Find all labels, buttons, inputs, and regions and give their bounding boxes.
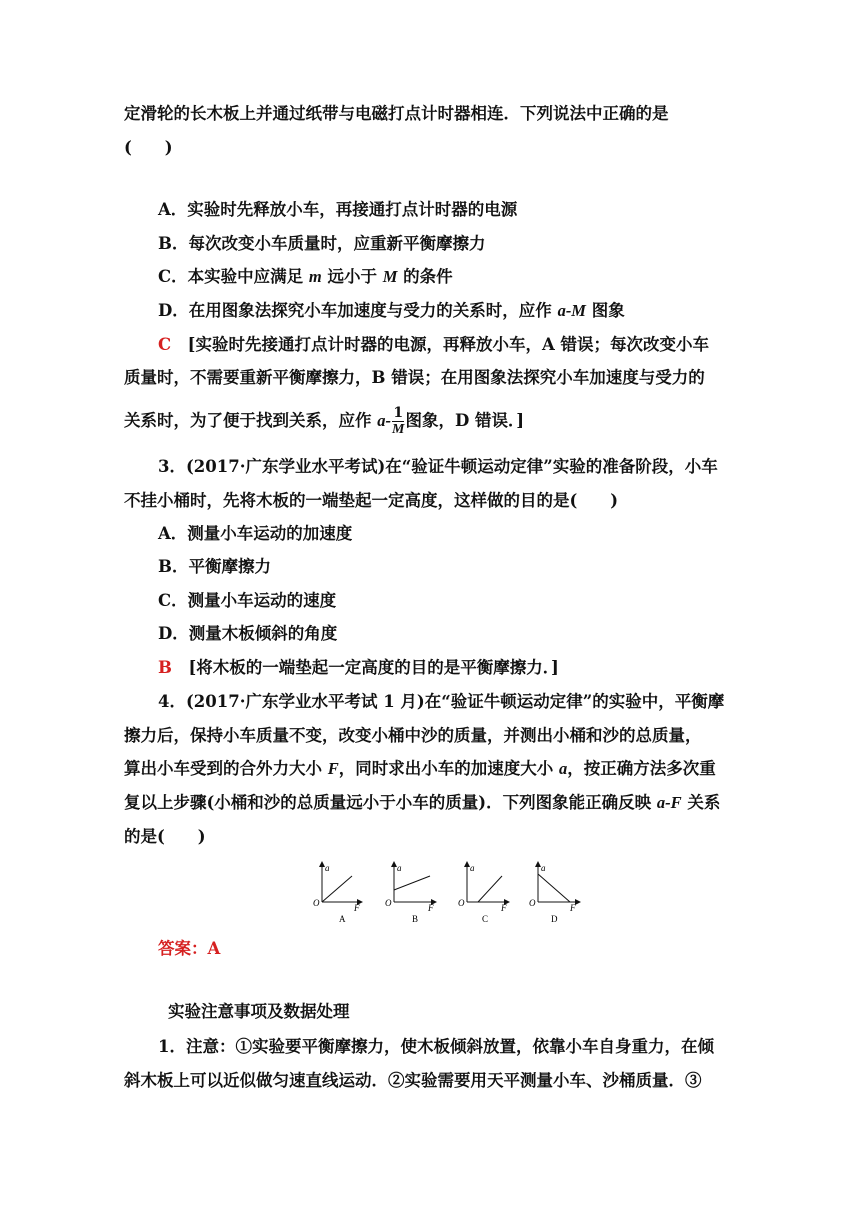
graph-c-axis-y: a <box>470 863 475 873</box>
graph-a <box>313 863 360 924</box>
fraction-1-over-m: $\frac{1}{M}$ <box>392 405 405 437</box>
q2-option-d: D．在用图象法探究小车加速度与受力的关系时，应作 a-M 图象 <box>158 301 625 320</box>
graph-c-label: C <box>482 914 489 924</box>
q2-option-c: C．本实验中应满足 m 远小于 M 的条件 <box>158 267 453 286</box>
graph-a-axis-x: F <box>354 903 360 913</box>
q2-explanation-line-1: C [实验时先接通打点计时器的电源，再释放小车，A 错误；每次改变小车 <box>158 335 709 354</box>
q3-explanation: B [将木板的一端垫起一定高度的目的是平衡摩擦力．] <box>158 658 559 677</box>
q3-option-d: D．测量木板倾斜的角度 <box>158 624 338 643</box>
q2-explanation-line-3: 关系时，为了便于找到关系，应作 a- $\frac{1}{M}$ 图象，D 错误．] <box>124 405 525 437</box>
graph-b-origin: O <box>385 898 392 908</box>
graph-a-axis-y: a <box>325 863 330 873</box>
graph-a-line <box>322 876 352 902</box>
q3-line-1: 3．(2017·广东学业水平考试)在“验证牛顿运动定律”实验的准备阶段，小车 <box>158 457 718 476</box>
q4-line-3: 算出小车受到的合外力大小 F，同时求出小车的加速度大小 a，按正确方法多次重 <box>124 759 716 778</box>
section-paragraph-line-2: 斜木板上可以近似做匀速直线运动．②实验需要用天平测量小车、沙桶质量．③ <box>124 1071 702 1090</box>
q4-answer: 答案：A <box>158 939 221 958</box>
graph-b-label: B <box>412 914 419 924</box>
q2-option-b: B．每次改变小车质量时，应重新平衡摩擦力 <box>158 234 486 253</box>
graph-c-line <box>478 876 502 902</box>
q3-line-2: 不挂小桶时，先将木板的一端垫起一定高度，这样做的目的是( ) <box>124 491 619 510</box>
graph-c-axis-x: F <box>501 903 507 913</box>
graph-b-line <box>394 876 430 890</box>
q4-line-4: 复以上步骤(小桶和沙的总质量远小于小车的质量)．下列图象能正确反映 a-F 关系 <box>124 793 721 812</box>
q3-option-b: B．平衡摩擦力 <box>158 557 271 576</box>
q4-line-5: 的是( ) <box>124 827 206 846</box>
q2-option-a: A．实验时先释放小车，再接通打点计时器的电源 <box>158 200 518 219</box>
section-paragraph-line-1: 1．注意：①实验要平衡摩擦力，使木板倾斜放置，依靠小车自身重力，在倾 <box>158 1037 714 1056</box>
graph-d <box>529 863 578 924</box>
graph-d-line <box>538 874 570 902</box>
section-title: 实验注意事项及数据处理 <box>168 1002 350 1021</box>
graph-d-axis-y: a <box>541 863 546 873</box>
graph-c <box>458 863 507 924</box>
q3-answer-letter: B <box>158 658 172 677</box>
q3-option-a: A．测量小车运动的加速度 <box>158 524 353 543</box>
graph-d-axis-x: F <box>570 903 576 913</box>
graph-b-axis-y: a <box>397 863 402 873</box>
graph-d-origin: O <box>529 898 536 908</box>
graph-d-label: D <box>551 914 558 924</box>
graph-b <box>385 863 434 924</box>
graph-a-label: A <box>339 914 346 924</box>
q2-explanation-line-2: 质量时，不需要重新平衡摩擦力，B 错误；在用图象法探究小车加速度与受力的 <box>124 368 705 387</box>
graph-b-axis-x: F <box>428 903 434 913</box>
graph-c-origin: O <box>458 898 465 908</box>
q2-answer-letter: C <box>158 335 172 354</box>
q4-graph-options <box>312 860 582 926</box>
q4-line-1: 4．(2017·广东学业水平考试 1 月)在“验证牛顿运动定律”的实验中，平衡摩 <box>158 692 725 711</box>
intro-line-1: 定滑轮的长木板上并通过纸带与电磁打点计时器相连．下列说法中正确的是 <box>124 104 669 123</box>
q4-line-2: 擦力后，保持小车质量不变，改变小桶中沙的质量，并测出小桶和沙的总质量， <box>124 726 702 745</box>
graph-a-origin: O <box>313 898 320 908</box>
q3-option-c: C．测量小车运动的速度 <box>158 591 337 610</box>
intro-line-2: ( ) <box>124 138 173 157</box>
